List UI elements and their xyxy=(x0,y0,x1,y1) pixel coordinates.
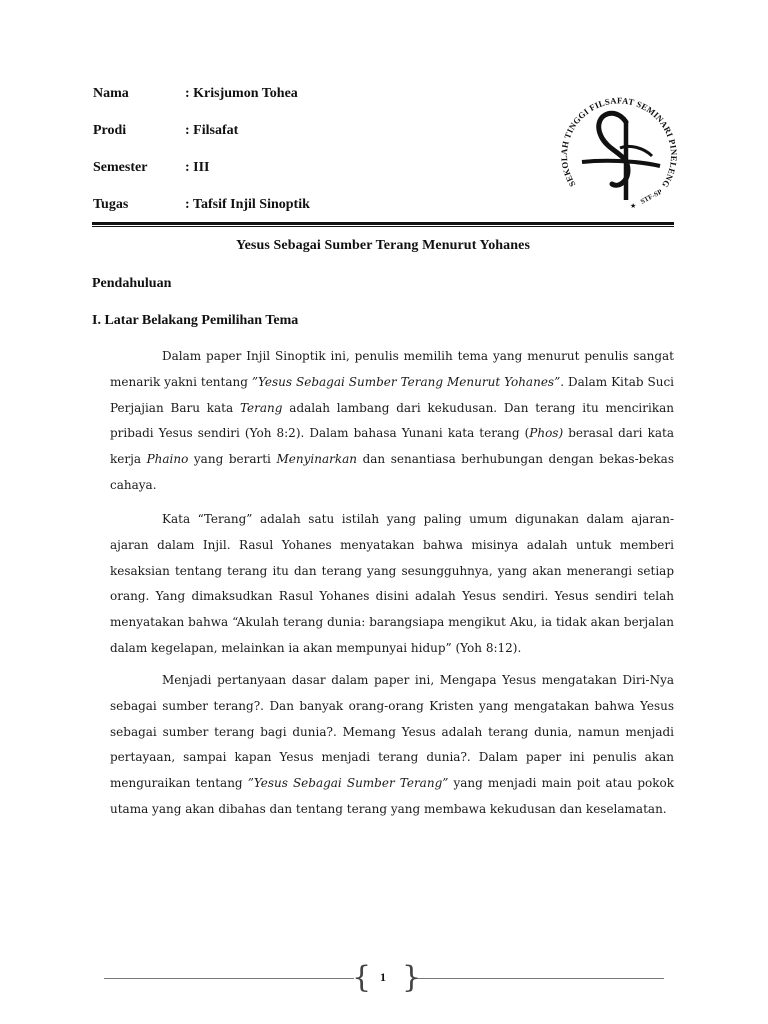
info-value: : Krisjumon Tohea xyxy=(185,86,298,101)
document-title: Yesus Sebagai Sumber Terang Menurut Yohanes xyxy=(235,238,531,253)
section-heading-1: I. Latar Belakang Pemilihan Tema xyxy=(92,313,299,328)
section-heading-intro: Pendahuluan xyxy=(92,276,172,291)
info-value: : III xyxy=(185,160,210,175)
paragraph-2: Kata “Terang” adalah satu istilah yang paling umum digunakan dalam ajaran-ajaran dalam Injil. Rasul Yohanes menyatakan bahwa misinya adalah untuk memberi kesaksian tentang terang itu dan terang yang sesungguhnya, yang akan menerangi setiap orang. Yang dimaksudkan Rasul Yohanes disini adalah Yesus sendiri. Yesus sendiri telah menyatakan bahwa “Akulah terang dunia: barangsiapa mengikut Aku, ia tidak akan berjalan dalam kegelapan, melainkan ia akan mempunyai hidup” (Yoh 8:12). xyxy=(110,512,674,655)
paragraph-1: Dalam paper Injil Sinoptik ini, penulis memilih tema yang menurut penulis sangat menarik yakni tentang ”Yesus Sebagai Sumber Terang Menurut Yohanes”. Dalam Kitab Suci Perjajian Baru kata Terang adalah lambang dari kekudusan. Dan terang itu mencirikan pribadi Yesus sendiri (Yoh 8:2). Dalam bahasa Yunani kata terang (Phos) berasal dari kata kerja Phaino yang berarti Menyinarkan dan senantiasa berhubungan dengan bekas-bekas cahaya. xyxy=(110,349,675,492)
logo-star-icon: ★ xyxy=(630,202,637,210)
info-label: Prodi xyxy=(93,123,127,138)
info-value: : Tafsif Injil Sinoptik xyxy=(185,197,310,212)
header-divider-thin xyxy=(92,226,674,227)
footer-rule-left xyxy=(104,978,354,979)
logo-abbrev: STF-SP xyxy=(639,187,664,206)
school-logo-icon xyxy=(556,78,680,216)
paragraph-3: Menjadi pertanyaan dasar dalam paper ini, Mengapa Yesus mengatakan Diri-Nya sebagai sumber terang?. Dan banyak orang-orang Kristen yang mengatakan bahwa Yesus sebagai sumber terang bagi dunia?. Memang Yesus adalah terang dunia, namun menjadi pertayaan, sampai kapan Yesus menjadi terang dunia?. Dalam paper ini penulis akan menguraikan tentang ”Yesus Sebagai Sumber Terang” yang menjadi main poit atau pokok utama yang akan dibahas dan tentang terang yang membawa kekudusan dan keselamatan. xyxy=(110,673,674,816)
info-label: Semester xyxy=(93,160,148,175)
info-label: Nama xyxy=(93,86,129,101)
left-brace-icon: { xyxy=(352,960,372,995)
logo-ring-text: SEKOLAH TINGGI FILSAFAT SEMINARI PINELENG xyxy=(558,95,680,190)
footer-rule-right xyxy=(412,978,664,979)
header-divider xyxy=(92,222,674,225)
right-brace-icon: } xyxy=(402,960,422,995)
page-number: 1 xyxy=(380,970,386,984)
info-label: Tugas xyxy=(93,197,129,212)
info-value: : Filsafat xyxy=(185,123,239,138)
svg-text:SEKOLAH TINGGI FILSAFAT SEMINA xyxy=(559,95,679,189)
